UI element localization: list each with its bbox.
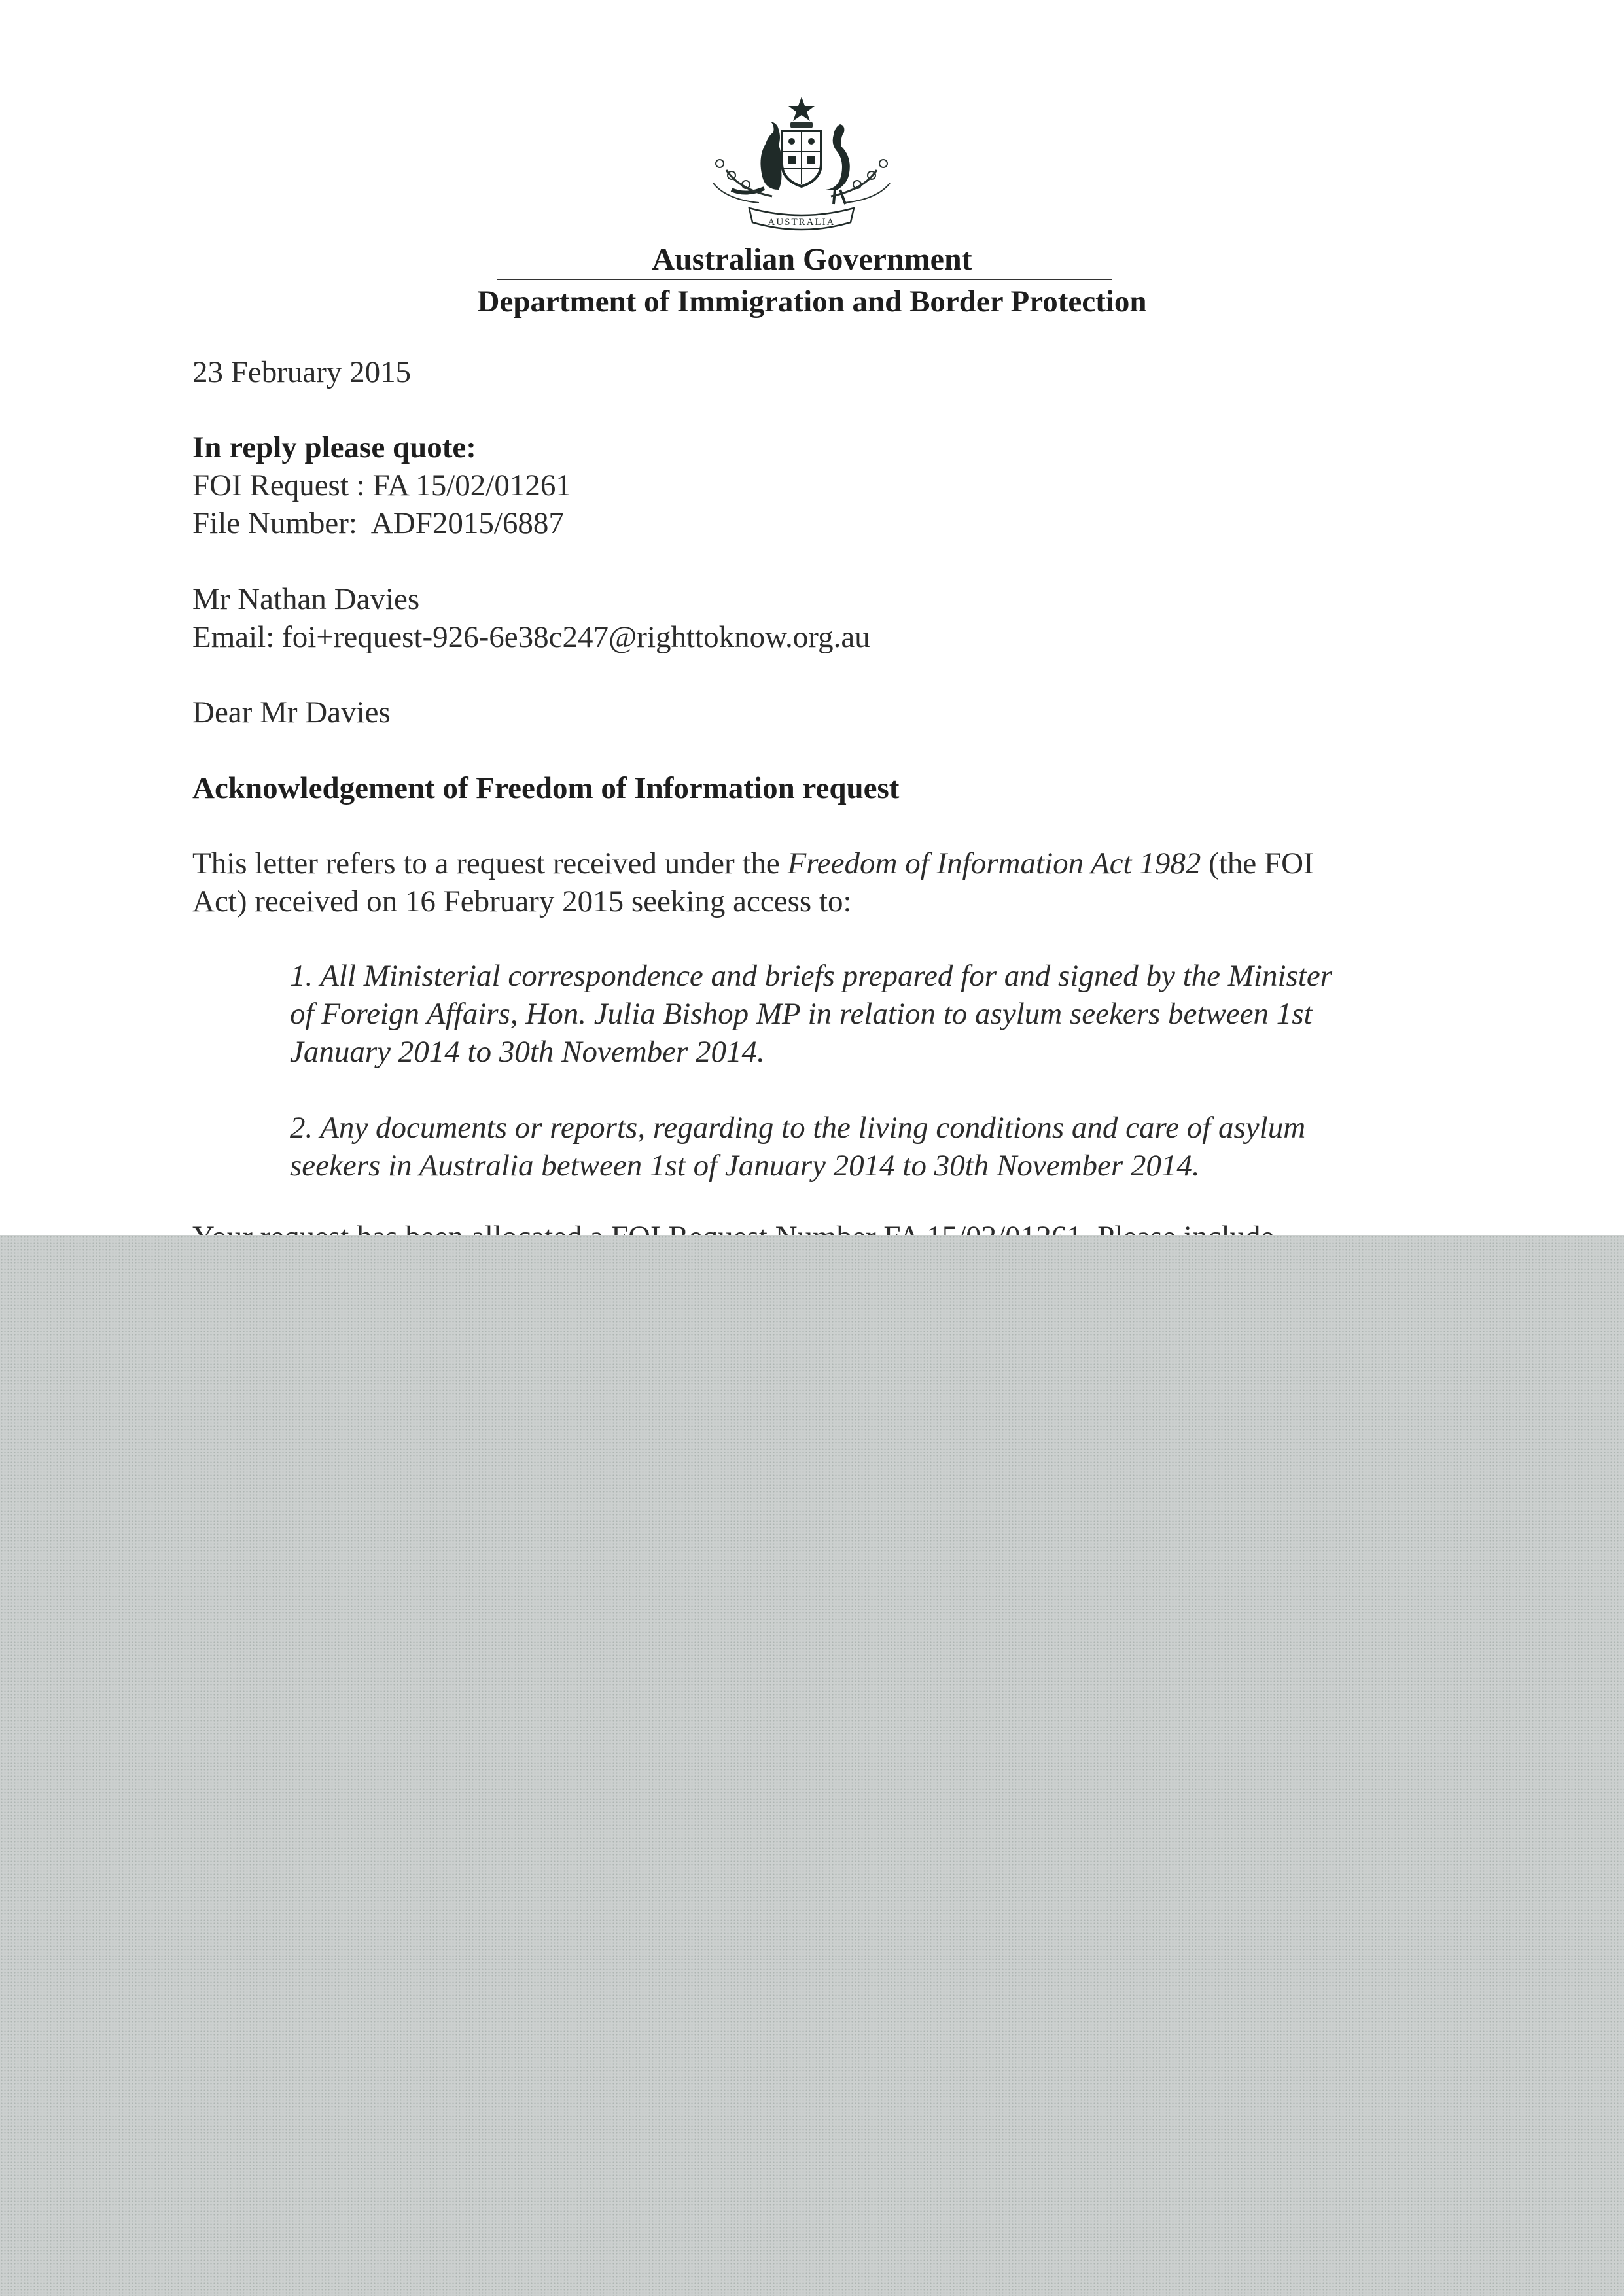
letter-date: 23 February 2015 [192,355,412,389]
department-name: Department of Immigration and Border Protection [477,285,1147,319]
reference-heading: In reply please quote: [192,430,476,464]
government-name: Australian Government [652,242,972,277]
recipient-name: Mr Nathan Davies [192,582,420,616]
intro-line-2: Act) received on 16 February 2015 seeking access to: [192,884,852,918]
salutation: Dear Mr Davies [192,695,391,729]
file-number: File Number: ADF2015/6887 [192,506,564,540]
intro-line-1 [192,844,1314,882]
coat-of-arms-icon [700,92,903,242]
foi-request-number: FOI Request : FA 15/02/01261 [192,468,571,502]
act-name: Freedom of Information Act 1982 [787,846,1201,880]
request-item-1-line-2: of Foreign Affairs, Hon. Julia Bishop MP in relation to asylum seekers between 1st [290,997,1313,1031]
request-item-2-line-2: seekers in Australia between 1st of January 2014 to 30th November 2014. [290,1149,1200,1183]
request-item-2-line-1: 2. Any documents or reports, regarding to the living conditions and care of asylum [290,1111,1306,1145]
letterhead-divider [497,279,1112,280]
crest-ribbon-text: AUSTRALIA [768,217,836,228]
page-cover-overlay [0,1235,1624,2296]
letter-subject: Acknowledgement of Freedom of Information request [192,771,900,805]
recipient-email: Email: foi+request-926-6e38c247@righttoknow.org.au [192,620,870,654]
request-item-1-line-3: January 2014 to 30th November 2014. [290,1035,765,1069]
request-item-1-line-1: 1. All Ministerial correspondence and briefs prepared for and signed by the Minister [290,959,1333,993]
intro-text-after-act: (the FOI [1201,846,1314,880]
intro-text-before-act: This letter refers to a request received under the [192,846,788,880]
